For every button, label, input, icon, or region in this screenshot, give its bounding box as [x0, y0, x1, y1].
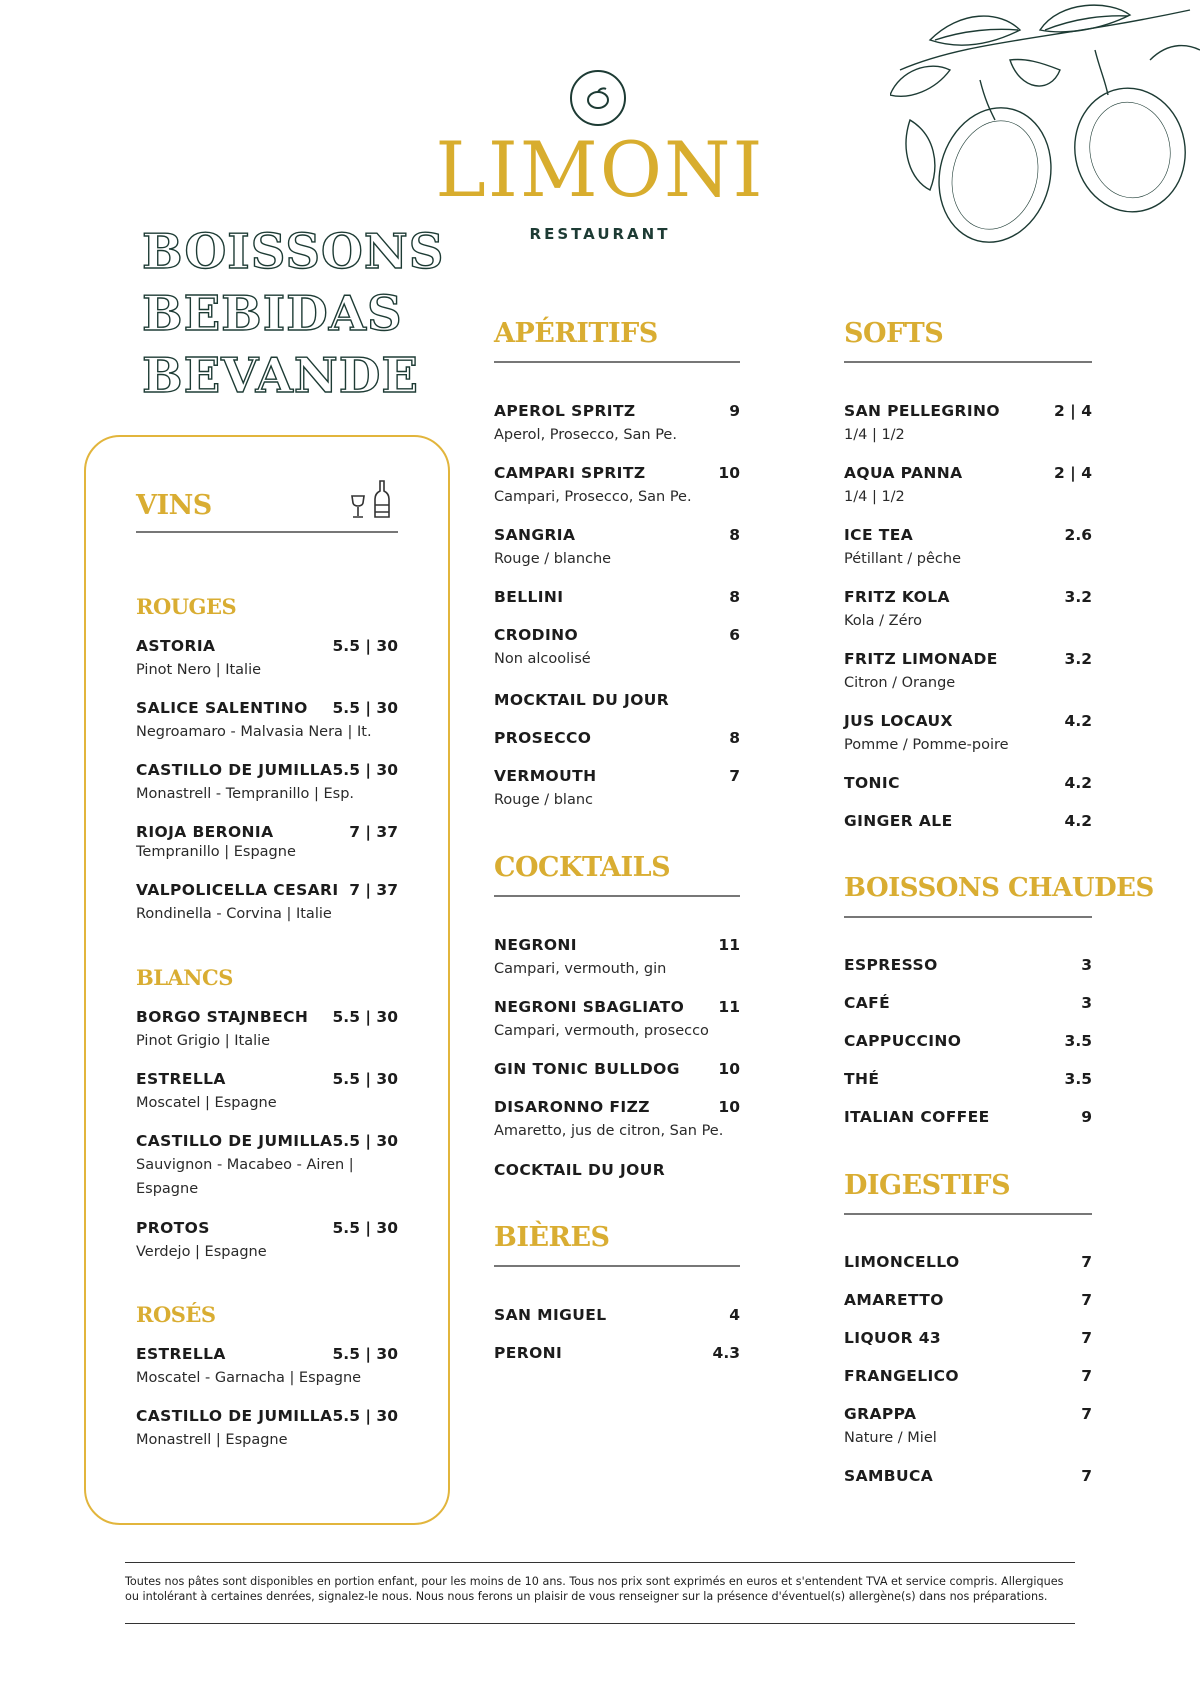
item-desc: Campari, Prosecco, San Pe. [494, 489, 692, 505]
menu-item [844, 1328, 1092, 1348]
item-price: 4.2 [1064, 774, 1092, 792]
item-price: 5.5 | 30 [332, 761, 398, 779]
item-name: GINGER ALE [844, 812, 953, 830]
item-price: 3 [1081, 956, 1092, 974]
item-name: APEROL SPRITZ [494, 402, 636, 420]
lemon-branch-illustration [890, 0, 1200, 270]
item-name: AQUA PANNA [844, 464, 963, 482]
item-name: CASTILLO DE JUMILLA [136, 761, 333, 779]
item-price: 5.5 | 30 [332, 699, 398, 717]
item-name: AMARETTO [844, 1291, 944, 1309]
footer-divider-top [125, 1562, 1075, 1563]
item-price: 3.2 [1064, 650, 1092, 668]
menu-item [494, 1059, 740, 1079]
item-name: LIMONCELLO [844, 1253, 960, 1271]
menu-item [844, 1466, 1092, 1486]
menu-item [844, 955, 1092, 975]
item-name: CRODINO [494, 626, 579, 644]
item-price: 7 [1081, 1253, 1092, 1271]
item-name: FRITZ LIMONADE [844, 650, 998, 668]
menu-item [844, 525, 1092, 571]
wine-bottle-icon [373, 479, 391, 519]
menu-item [136, 1131, 398, 1201]
item-price: 10 [718, 464, 740, 482]
menu-item [136, 1218, 398, 1264]
item-price: 5.5 | 30 [332, 1345, 398, 1363]
footer-divider-bottom [125, 1623, 1075, 1624]
item-price: 7 [1081, 1467, 1092, 1485]
item-price: 7 [1081, 1405, 1092, 1423]
item-desc: Verdejo | Espagne [136, 1244, 267, 1260]
menu-item [136, 636, 398, 682]
item-price: 5.5 | 30 [332, 1219, 398, 1237]
item-desc: Rondinella - Corvina | Italie [136, 906, 332, 922]
item-price: 5.5 | 30 [332, 1132, 398, 1150]
item-price: 5.5 | 30 [332, 637, 398, 655]
item-name: LIQUOR 43 [844, 1329, 942, 1347]
item-name: BORGO STAJNBECH [136, 1008, 309, 1026]
item-desc: Pinot Grigio | Italie [136, 1033, 271, 1049]
vins-divider [136, 531, 398, 533]
menu-item [844, 1069, 1092, 1089]
item-price: 4.2 [1064, 812, 1092, 830]
item-desc: Amaretto, jus de citron, San Pe. [494, 1123, 724, 1139]
item-price: 10 [718, 1098, 740, 1116]
item-name: ESPRESSO [844, 956, 938, 974]
item-name: SAMBUCA [844, 1467, 934, 1485]
item-name: VALPOLICELLA CESARI [136, 881, 339, 899]
item-price: 7 [1081, 1367, 1092, 1385]
title-boissons: BOISSONS [142, 224, 445, 280]
item-desc: Non alcoolisé [494, 651, 591, 667]
item-price: 3.2 [1064, 588, 1092, 606]
menu-item [494, 935, 740, 981]
item-price: 3 [1081, 994, 1092, 1012]
menu-item [844, 993, 1092, 1013]
menu-item [136, 760, 398, 806]
item-name: TONIC [844, 774, 900, 792]
item-desc: Pétillant / pêche [844, 551, 961, 567]
section-title-cocktails: COCKTAILS [494, 852, 671, 883]
item-desc: Aperol, Prosecco, San Pe. [494, 427, 677, 443]
item-name: CAPPUCCINO [844, 1032, 962, 1050]
item-name: RIOJA BERONIA [136, 823, 274, 841]
menu-item [844, 773, 1092, 793]
menu-item [136, 880, 398, 926]
menu-item [136, 698, 398, 744]
item-price: 10 [718, 1060, 740, 1078]
menu-item [844, 463, 1092, 509]
menu-item [844, 649, 1092, 695]
item-price: 7 | 37 [349, 881, 398, 899]
menu-item [844, 1107, 1092, 1127]
cocktails-divider [494, 895, 740, 897]
wine-glass-icon [350, 494, 366, 520]
menu-item [494, 625, 740, 671]
item-desc: Monastrell - Tempranillo | Esp. [136, 786, 355, 802]
menu-item [494, 587, 740, 607]
section-title-bieres: BIÈRES [494, 1222, 610, 1253]
item-name: ESTRELLA [136, 1070, 226, 1088]
menu-item [494, 525, 740, 571]
item-desc: Negroamaro - Malvasia Nera | It. [136, 724, 372, 740]
item-desc: Pinot Nero | Italie [136, 662, 262, 678]
item-price: 7 [1081, 1329, 1092, 1347]
subsection-title-blancs: BLANCS [136, 965, 233, 990]
item-desc: Nature / Miel [844, 1430, 937, 1446]
item-price: 8 [729, 526, 740, 544]
item-price: 9 [729, 402, 740, 420]
item-name: NEGRONI [494, 936, 577, 954]
item-price: 3.5 [1064, 1070, 1092, 1088]
item-desc: Moscatel - Garnacha | Espagne [136, 1370, 362, 1386]
item-desc: Rouge / blanche [494, 551, 612, 567]
menu-item [136, 822, 398, 864]
menu-item [844, 587, 1092, 633]
item-price: 7 [1081, 1291, 1092, 1309]
item-price: 2 | 4 [1053, 464, 1092, 482]
item-price: 4 [729, 1306, 740, 1324]
item-desc: Moscatel | Espagne [136, 1095, 277, 1111]
item-desc: Pomme / Pomme-poire [844, 737, 1009, 753]
item-desc: Campari, vermouth, prosecco [494, 1023, 709, 1039]
item-name: VERMOUTH [494, 767, 597, 785]
menu-item [494, 1305, 740, 1325]
item-name: MOCKTAIL DU JOUR [494, 691, 670, 709]
subsection-title-rouges: ROUGES [136, 594, 237, 619]
menu-item [494, 1097, 740, 1143]
item-desc: Citron / Orange [844, 675, 956, 691]
item-name: CAFÉ [844, 994, 891, 1012]
menu-item [136, 1406, 398, 1452]
item-price: 4.2 [1064, 712, 1092, 730]
menu-item [494, 766, 740, 812]
subsection-title-roses: ROSÉS [136, 1302, 216, 1327]
section-title-digestifs: DIGESTIFS [844, 1170, 1011, 1201]
item-name: SALICE SALENTINO [136, 699, 308, 717]
section-title-boissons-chaudes: BOISSONS CHAUDES [844, 873, 1154, 903]
menu-item [494, 690, 740, 710]
menu-item [844, 401, 1092, 447]
menu-item [494, 463, 740, 509]
item-name: FRITZ KOLA [844, 588, 950, 606]
item-price: 7 | 37 [349, 823, 398, 841]
item-name: DISARONNO FIZZ [494, 1098, 650, 1116]
menu-item [494, 728, 740, 748]
aperitifs-divider [494, 361, 740, 363]
item-name: PROSECCO [494, 729, 592, 747]
item-name: ICE TEA [844, 526, 914, 544]
footer-note: Toutes nos pâtes sont disponibles en portion enfant, pour les moins de 10 ans. Tous nos prix sont exprimés en euros et s'entendent TVA et service compris. Allergiques ou intolérant à certaines denrées, signalez-le nous. Nous nous ferons un plaisir de vous renseigner sur la présence d'éventuel(s) allergène(s) dans nos préparations. [125, 1575, 1064, 1603]
menu-item [136, 1344, 398, 1390]
menu-item [844, 1366, 1092, 1386]
menu-item [844, 1031, 1092, 1051]
chaudes-divider [844, 916, 1092, 918]
item-price: 5.5 | 30 [332, 1407, 398, 1425]
item-name: CASTILLO DE JUMILLA [136, 1132, 333, 1150]
menu-item [844, 1404, 1092, 1450]
item-desc: Rouge / blanc [494, 792, 593, 808]
menu-item [494, 997, 740, 1043]
bieres-divider [494, 1265, 740, 1267]
item-name: JUS LOCAUX [844, 712, 953, 730]
item-name: THÉ [844, 1070, 880, 1088]
item-name: BELLINI [494, 588, 564, 606]
section-title-aperitifs: APÉRITIFS [494, 318, 658, 349]
item-name: GIN TONIC BULLDOG [494, 1060, 680, 1078]
item-price: 9 [1081, 1108, 1092, 1126]
item-name: PERONI [494, 1344, 563, 1362]
item-price: 3.5 [1064, 1032, 1092, 1050]
item-name: CAMPARI SPRITZ [494, 464, 646, 482]
menu-item [844, 1290, 1092, 1310]
item-desc: Tempranillo | Espagne [136, 844, 296, 860]
item-price: 2 | 4 [1053, 402, 1092, 420]
menu-item [494, 401, 740, 447]
item-name: SAN PELLEGRINO [844, 402, 1000, 420]
section-title-vins: VINS [136, 490, 212, 521]
item-price: 8 [729, 588, 740, 606]
menu-item [844, 711, 1092, 757]
menu-item [494, 1160, 740, 1180]
section-title-softs: SOFTS [844, 318, 944, 349]
item-price: 7 [729, 767, 740, 785]
softs-divider [844, 361, 1092, 363]
item-price: 6 [729, 626, 740, 644]
brand-name: LIMONI [435, 125, 765, 214]
item-price: 5.5 | 30 [332, 1008, 398, 1026]
item-desc: 1/4 | 1/2 [844, 489, 905, 505]
item-price: 5.5 | 30 [332, 1070, 398, 1088]
item-price: 4.3 [712, 1344, 740, 1362]
menu-item [844, 1252, 1092, 1272]
item-price: 8 [729, 729, 740, 747]
item-price: 11 [718, 998, 740, 1016]
item-name: CASTILLO DE JUMILLA [136, 1407, 333, 1425]
menu-item [136, 1007, 398, 1053]
menu-item [494, 1343, 740, 1363]
item-name: GRAPPA [844, 1405, 917, 1423]
item-name: COCKTAIL DU JOUR [494, 1161, 666, 1179]
item-name: ITALIAN COFFEE [844, 1108, 990, 1126]
item-name: ESTRELLA [136, 1345, 226, 1363]
item-price: 2.6 [1064, 526, 1092, 544]
item-name: ASTORIA [136, 637, 216, 655]
title-bevande: BEVANDE [142, 348, 419, 404]
menu-item [844, 811, 1092, 831]
lemon-logo-icon [570, 70, 626, 126]
item-name: NEGRONI SBAGLIATO [494, 998, 685, 1016]
item-desc: Campari, vermouth, gin [494, 961, 667, 977]
item-desc: Kola / Zéro [844, 613, 923, 629]
menu-item [136, 1069, 398, 1115]
brand-subtitle: RESTAURANT [529, 225, 671, 243]
item-price: 11 [718, 936, 740, 954]
item-name: PROTOS [136, 1219, 210, 1237]
digestifs-divider [844, 1213, 1092, 1215]
title-bebidas: BEBIDAS [142, 286, 403, 342]
item-desc: 1/4 | 1/2 [844, 427, 905, 443]
item-name: FRANGELICO [844, 1367, 959, 1385]
item-name: SAN MIGUEL [494, 1306, 607, 1324]
item-name: SANGRIA [494, 526, 576, 544]
item-desc: Monastrell | Espagne [136, 1432, 288, 1448]
item-desc: Sauvignon - Macabeo - Airen | Espagne [136, 1157, 354, 1197]
